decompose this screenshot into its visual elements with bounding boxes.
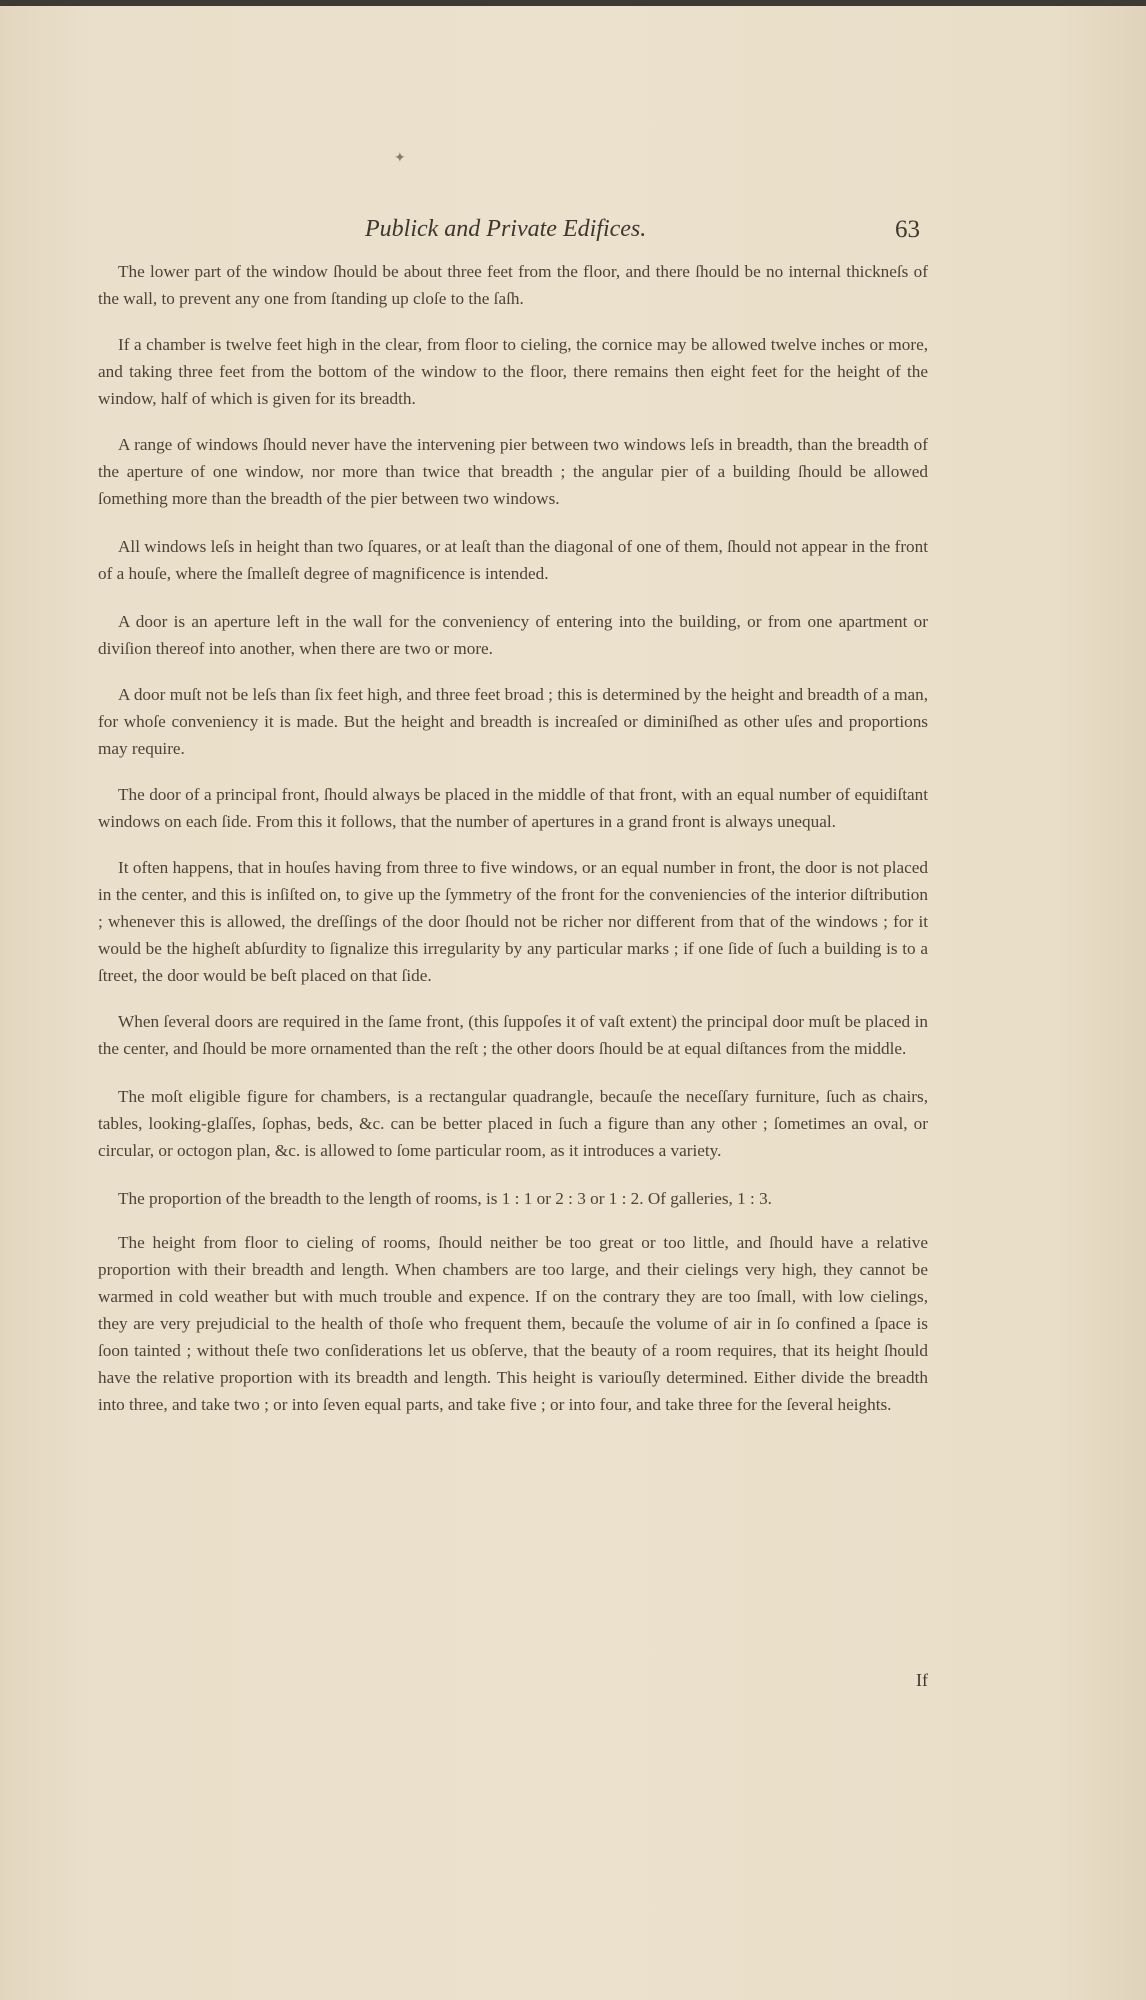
paragraph: A door muſt not be leſs than ſix feet high, and three feet broad ; this is determined by the height and breadth of a man, for whoſe conveniency it is made. But the height and breadth is increaſed or diminiſhed as other uſes and proportions may require. — [98, 685, 928, 758]
catchword: If — [916, 1670, 928, 1690]
paragraph: The door of a principal front, ſhould always be placed in the middle of that front, with an equal number of equidiſtant windows on each ſide. From this it follows, that the number of apertures in a grand front is always unequal. — [98, 785, 928, 831]
paragraph: A range of windows ſhould never have the intervening pier between two windows leſs in breadth, than the breadth of the aperture of one window, nor more than twice that breadth ; the angular pier of a building ſhould be allowed ſomething more than the breadth of the pier between two windows. — [98, 435, 928, 508]
paragraph: The lower part of the window ſhould be about three feet from the floor, and there ſhould be no internal thickneſs of the wall, to prevent any one from ſtanding up cloſe to the ſaſh. — [98, 262, 928, 308]
paragraph: All windows leſs in height than two ſquares, or at leaſt than the diagonal of one of them, ſhould not appear in the front of a houſe, where the ſmalleſt degree of magnificence is intended. — [98, 537, 929, 583]
printer-ornament-icon: ✦ — [394, 151, 406, 166]
paragraph: When ſeveral doors are required in the ſame front, (this ſuppoſes it of vaſt extent) the principal door muſt be placed in the center, and ſhould be more ornamented than the reſt ; the other doors ſhould be at equal diſtances from the middle. — [98, 1012, 928, 1058]
page-number: 63 — [895, 216, 920, 243]
paragraph: The proportion of the breadth to the length of rooms, is 1 : 1 or 2 : 3 or 1 : 2. Of galleries, 1 : 3. — [118, 1189, 772, 1208]
paragraph: A door is an aperture left in the wall for the conveniency of entering into the building, or from one apartment or diviſion thereof into another, when there are two or more. — [98, 612, 928, 658]
paragraph: It often happens, that in houſes having from three to five windows, or an equal number in front, the door is not placed in the center, and this is inſiſted on, to give up the ſymmetry of the front for the conveniencies of the interior diſtribution ; whenever this is allowed, the dreſſings of the door ſhould not be richer nor different from that of the windows ; for it would be the higheſt abſurdity to ſignalize this irregularity by any particular marks ; if one ſide of ſuch a building is to a ſtreet, the door would be beſt placed on that ſide. — [98, 858, 928, 985]
page-top-edge — [0, 0, 1146, 6]
paragraph: The height from floor to cieling of rooms, ſhould neither be too great or too little, and ſhould have a relative proportion with their breadth and length. When chambers are too large, and their cielings very high, they cannot be warmed in cold weather but with much trouble and expence. If on the contrary they are too ſmall, with low cielings, they are very prejudicial to the health of thoſe who frequent them, becauſe the volume of air in ſo confined a ſpace is ſoon tainted ; without theſe two conſiderations let us obſerve, that the beauty of a room requires, that its height ſhould have the relative proportion with its breadth and length. This height is variouſly determined. Either divide the breadth into three, and take two ; or into ſeven equal parts, and take five ; or into four, and take three for the ſeveral heights. — [98, 1233, 928, 1414]
running-head-title: Publick and Private Edifices. — [365, 216, 647, 242]
body-text — [98, 258, 928, 1418]
running-head — [0, 216, 1146, 256]
paragraph: The moſt eligible figure for chambers, is a rectangular quadrangle, becauſe the neceſſary furniture, ſuch as chairs, tables, looking-glaſſes, ſophas, beds, &c. can be better placed in ſuch a figure than any other ; ſometimes an oval, or circular, or octogon plan, &c. is allowed to ſome particular room, as it introduces a variety. — [98, 1087, 928, 1160]
paragraph: If a chamber is twelve feet high in the clear, from floor to cieling, the cornice may be allowed twelve inches or more, and taking three feet from the bottom of the window to the floor, there remains then eight feet for the height of the window, half of which is given for its breadth. — [98, 335, 928, 408]
